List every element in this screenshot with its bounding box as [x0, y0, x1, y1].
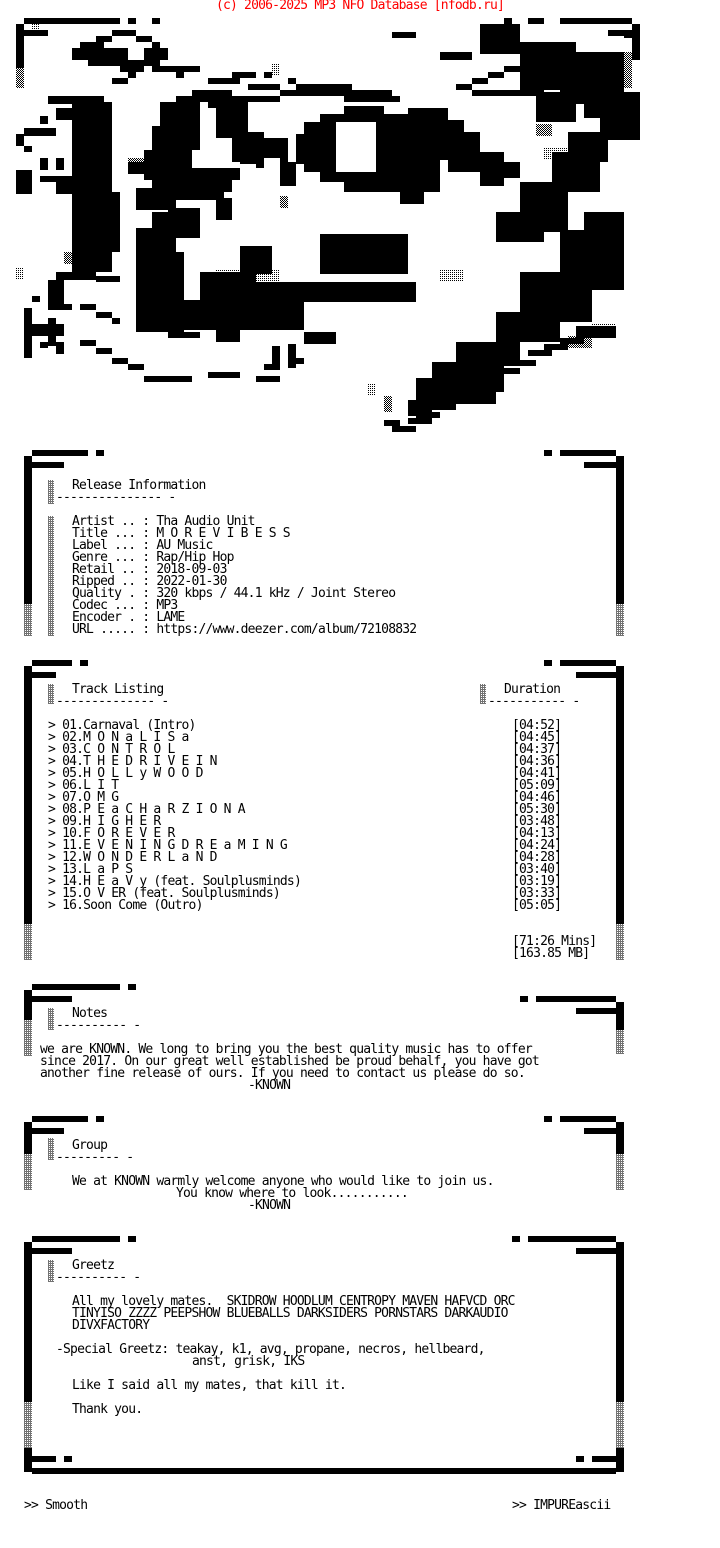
field-value: 2022-01-30 — [156, 574, 227, 589]
track-duration: [03:33] — [512, 886, 562, 901]
greetz-closing: Like I said all my mates, that kill it. — [72, 1378, 347, 1393]
track-duration: [03:40] — [512, 862, 562, 877]
duration-heading: Duration — [504, 682, 561, 697]
field-label: URL ..... : — [72, 622, 150, 637]
total-time: [71:26 Mins] — [512, 934, 597, 949]
track-title: 05.H O L L y W O O D — [62, 766, 203, 781]
track-title: 01.Carnaval (Intro) — [62, 718, 196, 733]
field-value: Rap/Hip Hop — [156, 550, 234, 565]
greetz-underline: ---------- - — [56, 1270, 141, 1285]
field-label: Ripped .. : — [72, 574, 150, 589]
field-label: Title ... : — [72, 526, 150, 541]
notes-line: since 2017. On our great well established be proud behalf, you have got — [40, 1054, 539, 1069]
total-size: [163.85 MB] — [512, 946, 590, 961]
url-link[interactable]: https://www.deezer.com/album/72108832 — [156, 622, 417, 637]
release-heading: Release Information — [72, 478, 206, 493]
track-duration: [04:28] — [512, 850, 562, 865]
chevron-right-icon: > — [48, 790, 56, 805]
group-signature: -KNOWN — [248, 1198, 291, 1213]
field-value: 320 kbps / 44.1 kHz / Joint Stereo — [156, 586, 396, 601]
chevron-right-icon: > — [48, 850, 56, 865]
field-url — [72, 624, 416, 636]
tracklist-underline: -------------- - — [56, 694, 169, 709]
artist-tag: sM — [576, 83, 591, 97]
copyright-header: (c) 2006-2025 MP3 NFO Database [nfodb.ru] — [215, 0, 505, 13]
greetz-heading: Greetz — [72, 1258, 115, 1273]
special-greetz-line-1: -Special Greetz: teakay, k1, avg, propane, necros, hellbeard, — [56, 1342, 485, 1357]
notes-body — [40, 1044, 539, 1080]
known-logo-art — [0, 12, 720, 442]
track-title: 16.Soon Come (Outro) — [62, 898, 203, 913]
special-greetz-line-2: anst, grisk, IKS — [192, 1354, 305, 1369]
track-title: 03.C O N T R O L — [62, 742, 175, 757]
field-label: Retail .. : — [72, 562, 150, 577]
chevron-right-icon: > — [48, 862, 56, 877]
duration-underline: ----------- - — [488, 694, 580, 709]
chevron-right-icon: > — [48, 766, 56, 781]
track-title: 11.E V E N I N G D R E a M I N G — [62, 838, 287, 853]
track-title: 07.O M G — [62, 790, 119, 805]
track-title: 13.L a P S — [62, 862, 133, 877]
field-label: Quality . : — [72, 586, 150, 601]
track-duration: [04:24] — [512, 838, 562, 853]
track-title: 09.H I G H E R — [62, 814, 161, 829]
track-row — [48, 780, 588, 792]
notes-heading: Notes — [72, 1006, 108, 1021]
tracklist-heading: Track Listing — [72, 682, 164, 697]
chevron-right-icon: > — [48, 874, 56, 889]
chevron-right-icon: > — [48, 838, 56, 853]
notes-line: another fine release of ours. If you need to contact us please do so. — [40, 1066, 525, 1081]
field-label: Genre ... : — [72, 550, 150, 565]
chevron-right-icon: > — [48, 778, 56, 793]
logo-block-art-icon — [0, 12, 720, 442]
notes-line: we are KNOWN. We long to bring you the best quality music has to offer — [40, 1042, 532, 1057]
track-duration: [03:48] — [512, 814, 562, 829]
field-value: LAME — [156, 610, 185, 625]
greetz-line: TINYISO ZZZZ PEEPSHOW BLUEBALLS DARKSIDERS PORNSTARS DARKAUDIO — [72, 1306, 508, 1321]
track-title: 08.P E a C H a R Z I O N A — [62, 802, 245, 817]
track-title: 14.H E a V y (feat. Soulplusminds) — [62, 874, 301, 889]
field-value: 2018-09-03 — [156, 562, 227, 577]
track-title: 04.T H E D R I V E I N — [62, 754, 217, 769]
track-row — [48, 900, 588, 912]
track-duration: [05:09] — [512, 778, 562, 793]
chevron-right-icon: > — [48, 754, 56, 769]
chevron-right-icon: > — [48, 898, 56, 913]
footer-credit-left: >> Smooth — [24, 1498, 88, 1513]
field-value: M O R E V I B E S S — [156, 526, 290, 541]
track-duration: [04:41] — [512, 766, 562, 781]
track-duration: [04:46] — [512, 790, 562, 805]
release-fields — [72, 516, 416, 636]
greetz-box — [0, 1232, 720, 1492]
greetz-line: All my lovely mates. SKIDROW HOODLUM CENTROPY MAVEN HAFVCD ORC — [72, 1294, 515, 1309]
field-label: Artist .. : — [72, 514, 150, 529]
field-label: Codec ... : — [72, 598, 150, 613]
field-label: Label ... : — [72, 538, 150, 553]
track-duration: [04:13] — [512, 826, 562, 841]
track-title: 15.O V ER (feat. Soulplusminds) — [62, 886, 280, 901]
group-heading: Group — [72, 1138, 108, 1153]
chevron-right-icon: > — [48, 730, 56, 745]
track-duration: [04:45] — [512, 730, 562, 745]
track-title: 06.L I T — [62, 778, 119, 793]
track-title: 10.F O R E V E R — [62, 826, 175, 841]
track-duration: [04:36] — [512, 754, 562, 769]
notes-box — [0, 980, 720, 1100]
chevron-right-icon: > — [48, 718, 56, 733]
footer-credit-right: >> IMPUREascii — [512, 1498, 611, 1513]
greetz-groups — [72, 1296, 515, 1332]
group-line-2: You know where to look........... — [176, 1186, 408, 1201]
track-list — [48, 720, 588, 912]
group-line-1: We at KNOWN warmly welcome anyone who would like to join us. — [72, 1174, 494, 1189]
track-listing-box — [0, 656, 720, 966]
track-row — [48, 768, 588, 780]
greetz-line: DIVXFACTORY — [72, 1318, 150, 1333]
track-duration: [05:05] — [512, 898, 562, 913]
release-info-box — [0, 448, 720, 648]
chevron-right-icon: > — [48, 814, 56, 829]
release-underline: --------------- - — [56, 490, 176, 505]
track-duration: [04:52] — [512, 718, 562, 733]
notes-underline: ---------- - — [56, 1018, 141, 1033]
group-underline: --------- - — [56, 1150, 134, 1165]
track-duration: [03:19] — [512, 874, 562, 889]
chevron-right-icon: > — [48, 826, 56, 841]
greetz-thanks: Thank you. — [72, 1402, 143, 1417]
chevron-right-icon: > — [48, 886, 56, 901]
chevron-right-icon: > — [48, 802, 56, 817]
track-duration: [04:37] — [512, 742, 562, 757]
field-value: MP3 — [156, 598, 178, 613]
group-box — [0, 1112, 720, 1222]
field-value: Tha Audio Unit — [156, 514, 255, 529]
notes-signature: -KNOWN — [248, 1078, 291, 1093]
track-title: 12.W O N D E R L a N D — [62, 850, 217, 865]
field-label: Encoder . : — [72, 610, 150, 625]
track-title: 02.M O N a L I S a — [62, 730, 189, 745]
track-duration: [05:30] — [512, 802, 562, 817]
field-value: AU Music — [156, 538, 213, 553]
chevron-right-icon: > — [48, 742, 56, 757]
